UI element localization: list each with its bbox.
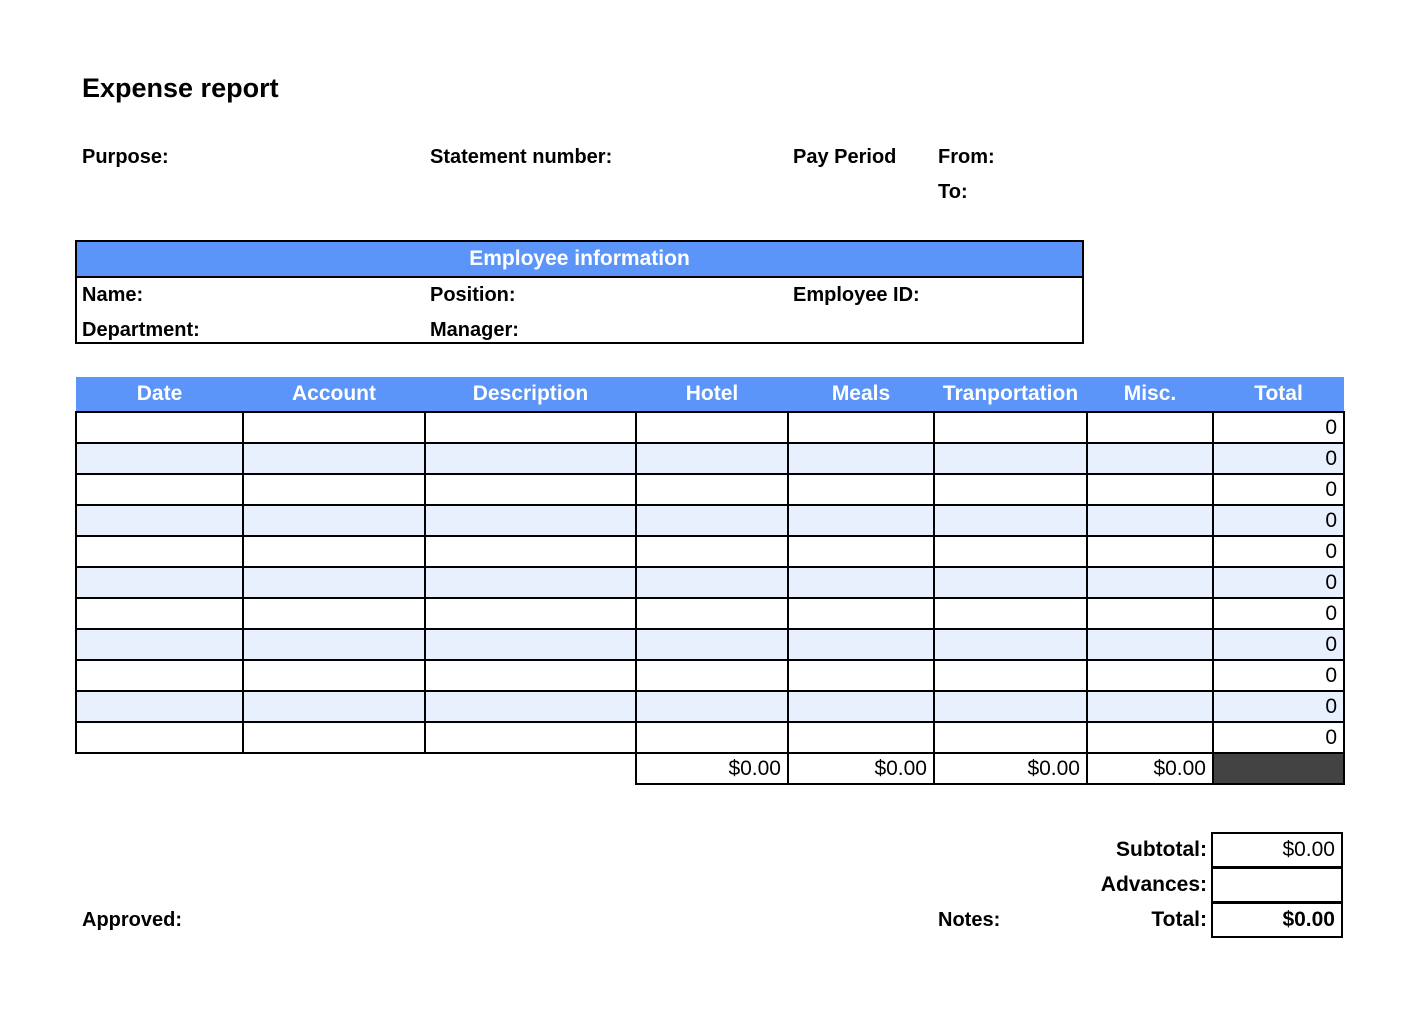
total-value-cell[interactable]: $0.00 (1211, 902, 1343, 938)
total-cell[interactable]: 0 (1213, 629, 1344, 660)
blank-cell (425, 753, 636, 784)
description-cell[interactable] (425, 598, 636, 629)
account-cell[interactable] (243, 443, 425, 474)
to-label: To: (938, 181, 968, 203)
manager-label: Manager: (430, 319, 519, 341)
from-label: From: (938, 146, 995, 168)
transportation-cell[interactable] (934, 474, 1087, 505)
misc-cell[interactable] (1087, 598, 1213, 629)
hotel-cell[interactable] (636, 629, 788, 660)
account-cell[interactable] (243, 629, 425, 660)
meals-cell[interactable] (788, 474, 934, 505)
misc-cell[interactable] (1087, 412, 1213, 443)
employee-id-label: Employee ID: (793, 284, 920, 306)
account-cell[interactable] (243, 691, 425, 722)
hotel-cell[interactable] (636, 567, 788, 598)
table-row (76, 660, 1344, 691)
meals-cell[interactable] (788, 505, 934, 536)
column-header-meals: Meals (788, 377, 934, 412)
meals-cell[interactable] (788, 629, 934, 660)
hotel-cell[interactable] (636, 660, 788, 691)
table-row (76, 567, 1344, 598)
date-cell[interactable] (76, 660, 243, 691)
column-header-account: Account (243, 377, 425, 412)
table-row (76, 629, 1344, 660)
account-cell[interactable] (243, 660, 425, 691)
misc-cell[interactable] (1087, 474, 1213, 505)
total-cell[interactable]: 0 (1213, 567, 1344, 598)
total-cell[interactable]: 0 (1213, 505, 1344, 536)
total-cell[interactable]: 0 (1213, 443, 1344, 474)
dark-filler-cell[interactable] (1213, 753, 1344, 784)
department-label: Department: (82, 319, 200, 341)
expense-table (75, 377, 1345, 785)
description-cell[interactable] (425, 412, 636, 443)
hotel-cell[interactable] (636, 598, 788, 629)
description-cell[interactable] (425, 443, 636, 474)
date-cell[interactable] (76, 691, 243, 722)
position-label: Position: (430, 284, 516, 306)
transportation-cell[interactable] (934, 536, 1087, 567)
date-cell[interactable] (76, 598, 243, 629)
transportation-cell[interactable] (934, 567, 1087, 598)
advances-label: Advances: (1100, 873, 1207, 896)
employee-information-header: Employee information (77, 242, 1082, 278)
total-cell[interactable]: 0 (1213, 598, 1344, 629)
description-cell[interactable] (425, 691, 636, 722)
table-row (76, 598, 1344, 629)
misc-cell[interactable] (1087, 443, 1213, 474)
meals-cell[interactable] (788, 567, 934, 598)
meals-sum-cell[interactable]: $0.00 (788, 753, 934, 784)
transportation-cell[interactable] (934, 691, 1087, 722)
account-cell[interactable] (243, 598, 425, 629)
notes-label: Notes: (938, 909, 1001, 931)
meals-cell[interactable] (788, 412, 934, 443)
column-sums-row (76, 753, 1344, 784)
total-cell[interactable]: 0 (1213, 691, 1344, 722)
misc-cell[interactable] (1087, 660, 1213, 691)
total-cell[interactable]: 0 (1213, 474, 1344, 505)
table-header-row (76, 377, 1344, 412)
meals-cell[interactable] (788, 691, 934, 722)
description-cell[interactable] (425, 660, 636, 691)
description-cell[interactable] (425, 629, 636, 660)
date-cell[interactable] (76, 722, 243, 753)
transportation-cell[interactable] (934, 722, 1087, 753)
page-title: Expense report (82, 73, 279, 103)
advances-value-cell[interactable] (1211, 867, 1343, 903)
total-cell[interactable]: 0 (1213, 412, 1344, 443)
account-cell[interactable] (243, 412, 425, 443)
description-cell[interactable] (425, 722, 636, 753)
name-label: Name: (82, 284, 144, 306)
date-cell[interactable] (76, 412, 243, 443)
column-header-date: Date (76, 377, 243, 412)
account-cell[interactable] (243, 536, 425, 567)
account-cell[interactable] (243, 505, 425, 536)
pay-period-label: Pay Period (793, 146, 897, 168)
misc-cell[interactable] (1087, 629, 1213, 660)
total-cell[interactable]: 0 (1213, 536, 1344, 567)
hotel-cell[interactable] (636, 443, 788, 474)
transportation-cell[interactable] (934, 443, 1087, 474)
total-label: Total: (1151, 908, 1207, 931)
table-row (76, 443, 1344, 474)
hotel-cell[interactable] (636, 474, 788, 505)
column-header-transportation: Tranportation (934, 377, 1087, 412)
meals-cell[interactable] (788, 598, 934, 629)
purpose-label: Purpose: (82, 146, 169, 168)
table-row (76, 505, 1344, 536)
column-header-hotel: Hotel (636, 377, 788, 412)
description-cell[interactable] (425, 536, 636, 567)
table-row (76, 412, 1344, 443)
column-header-description: Description (425, 377, 636, 412)
misc-sum-cell[interactable]: $0.00 (1087, 753, 1213, 784)
meals-cell[interactable] (788, 443, 934, 474)
misc-cell[interactable] (1087, 722, 1213, 753)
hotel-cell[interactable] (636, 505, 788, 536)
total-cell[interactable]: 0 (1213, 722, 1344, 753)
account-cell[interactable] (243, 722, 425, 753)
date-cell[interactable] (76, 443, 243, 474)
description-cell[interactable] (425, 505, 636, 536)
table-row (76, 536, 1344, 567)
subtotal-value-cell[interactable]: $0.00 (1211, 832, 1343, 868)
date-cell[interactable] (76, 629, 243, 660)
table-row (76, 474, 1344, 505)
transportation-cell[interactable] (934, 412, 1087, 443)
statement-number-label: Statement number: (430, 146, 613, 168)
date-cell[interactable] (76, 474, 243, 505)
meals-cell[interactable] (788, 722, 934, 753)
date-cell[interactable] (76, 536, 243, 567)
approved-label: Approved: (82, 909, 182, 931)
misc-cell[interactable] (1087, 505, 1213, 536)
transportation-cell[interactable] (934, 629, 1087, 660)
hotel-cell[interactable] (636, 412, 788, 443)
misc-cell[interactable] (1087, 691, 1213, 722)
hotel-cell[interactable] (636, 536, 788, 567)
hotel-cell[interactable] (636, 691, 788, 722)
table-row (76, 691, 1344, 722)
hotel-cell[interactable] (636, 722, 788, 753)
meals-cell[interactable] (788, 536, 934, 567)
transportation-cell[interactable] (934, 660, 1087, 691)
subtotal-label: Subtotal: (1116, 838, 1207, 861)
misc-cell[interactable] (1087, 536, 1213, 567)
transportation-cell[interactable] (934, 598, 1087, 629)
description-cell[interactable] (425, 567, 636, 598)
blank-cell (243, 753, 425, 784)
transportation-cell[interactable] (934, 505, 1087, 536)
description-cell[interactable] (425, 474, 636, 505)
employee-information-section (75, 240, 1084, 344)
date-cell[interactable] (76, 567, 243, 598)
column-header-total: Total (1213, 377, 1344, 412)
transportation-sum-cell[interactable]: $0.00 (934, 753, 1087, 784)
column-header-misc: Misc. (1087, 377, 1213, 412)
blank-cell (76, 753, 243, 784)
hotel-sum-cell[interactable]: $0.00 (636, 753, 788, 784)
total-cell[interactable]: 0 (1213, 660, 1344, 691)
account-cell[interactable] (243, 474, 425, 505)
misc-cell[interactable] (1087, 567, 1213, 598)
date-cell[interactable] (76, 505, 243, 536)
meals-cell[interactable] (788, 660, 934, 691)
table-row (76, 722, 1344, 753)
account-cell[interactable] (243, 567, 425, 598)
